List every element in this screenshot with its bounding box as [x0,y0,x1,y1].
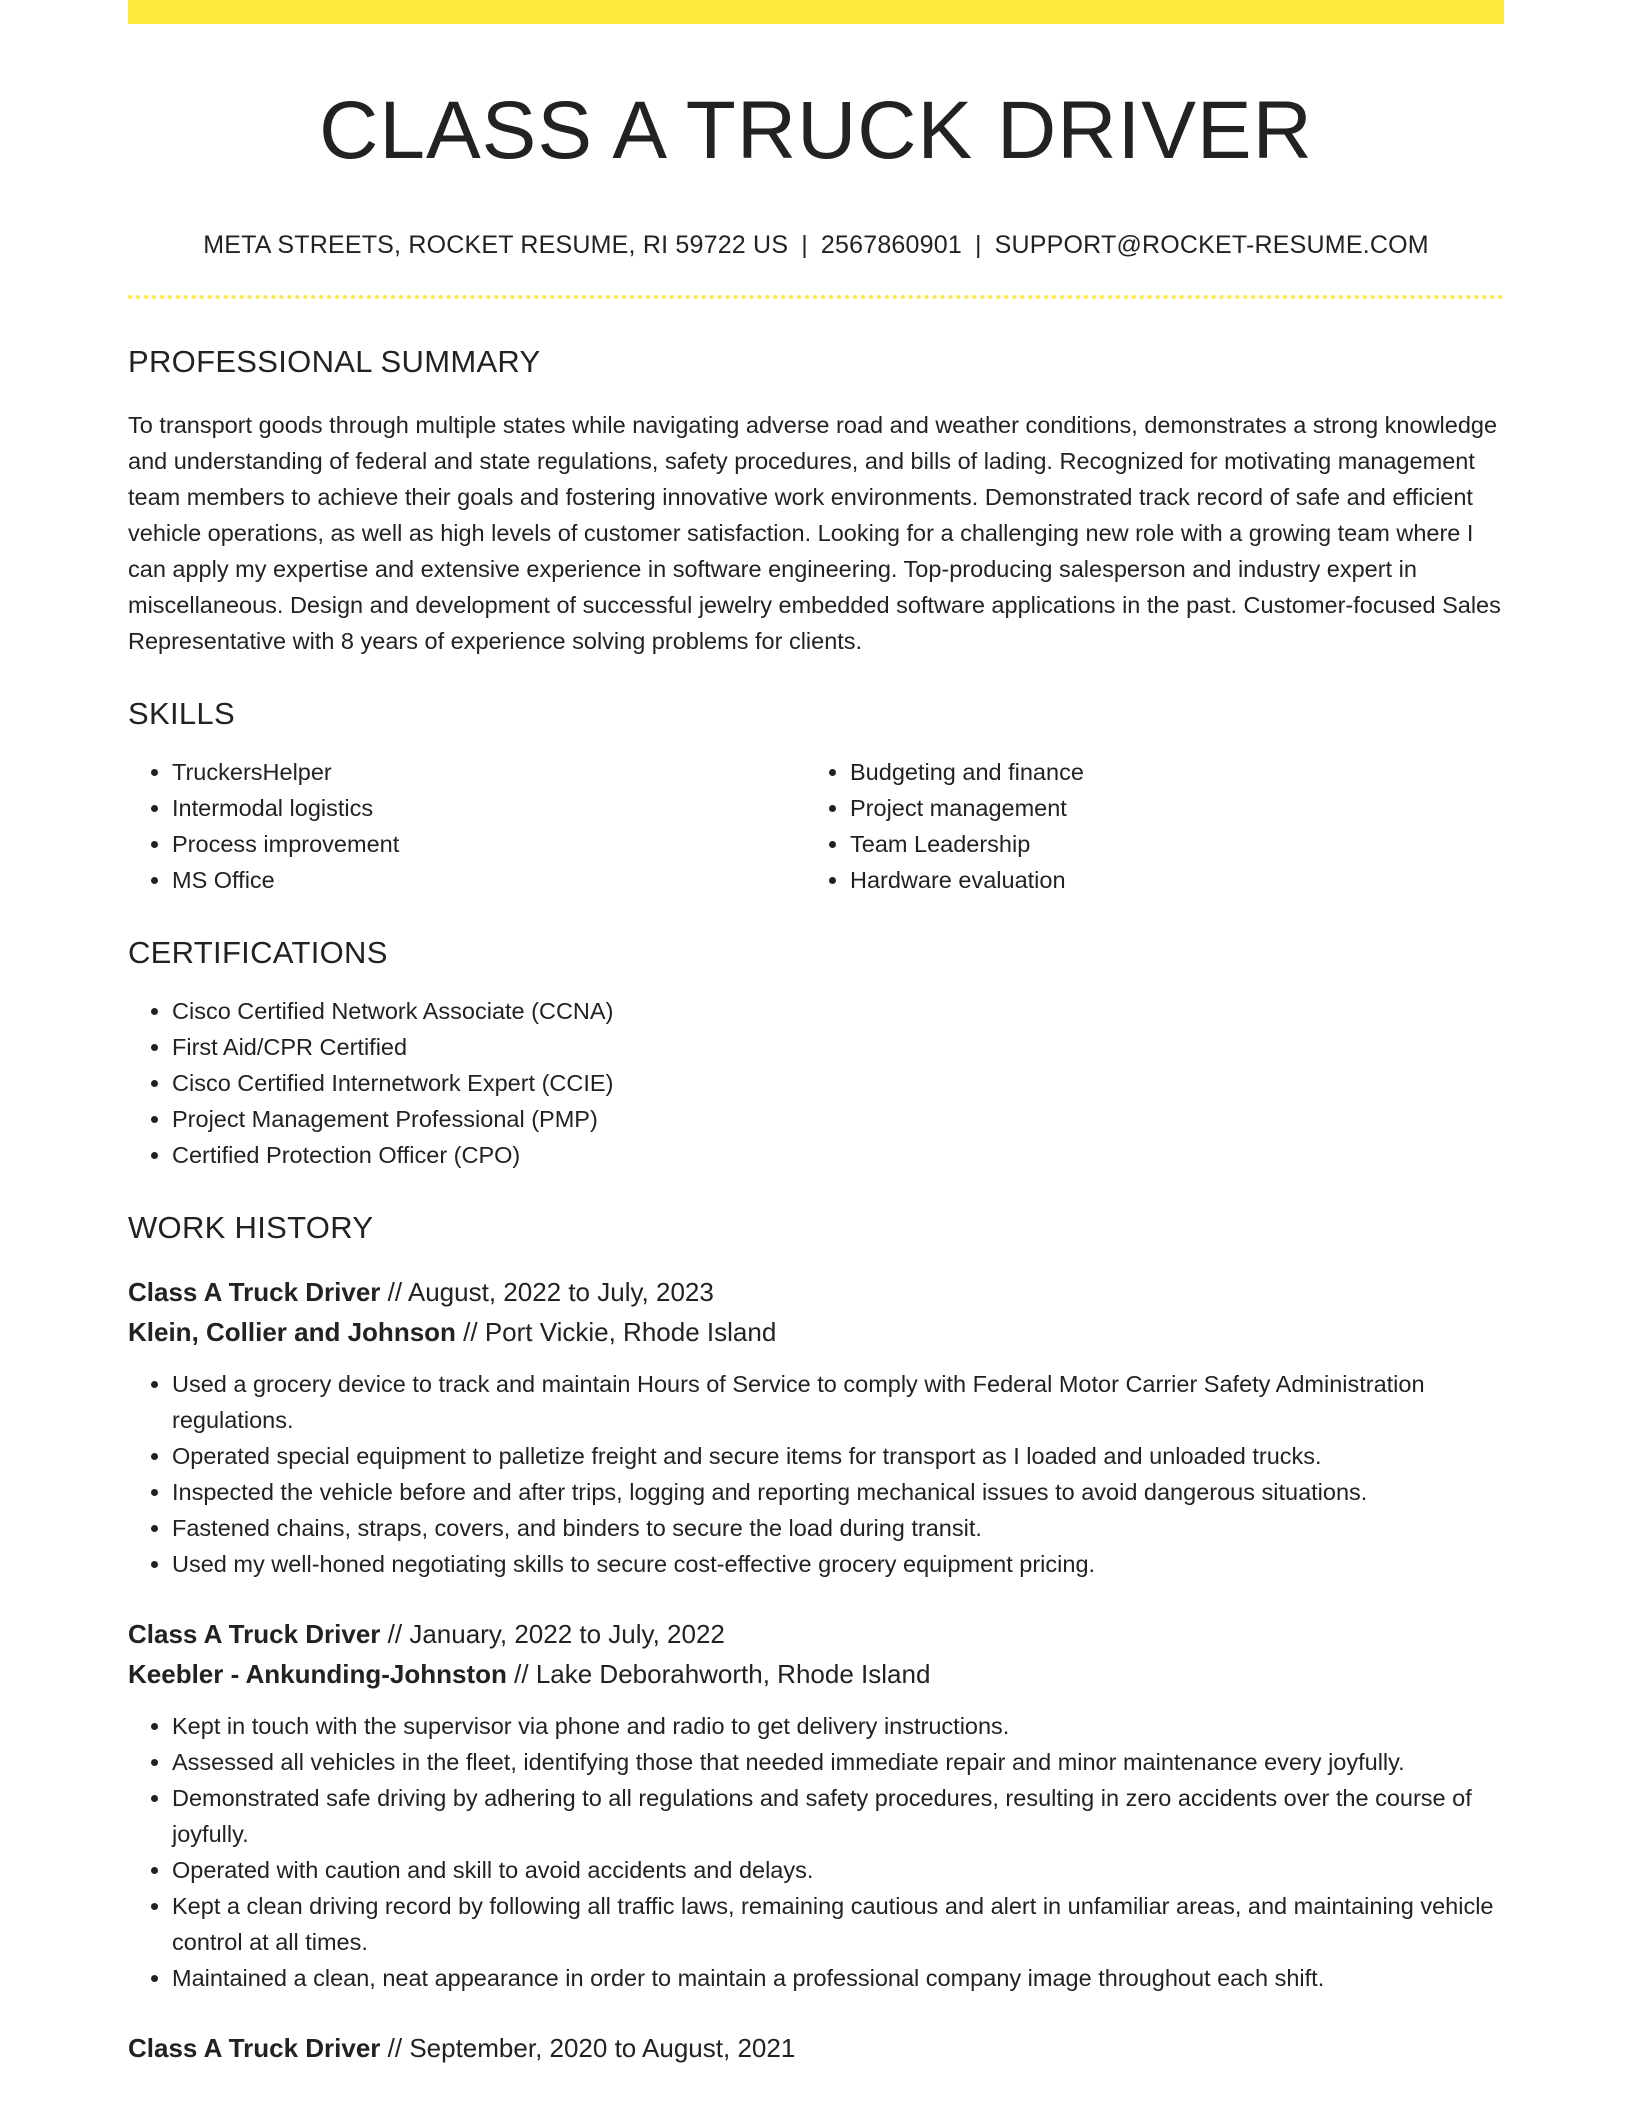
certification-item: • First Aid/CPR Certified [172,1029,1504,1065]
work-history-heading: WORK HISTORY [128,1209,374,1245]
job-bullets [128,1708,1504,1996]
top-accent-bar [128,0,1504,24]
job-company: Keebler - Ankunding-Johnston [128,1659,507,1690]
job-company-line [128,1654,1504,1694]
skill-item: • MS Office [172,862,806,898]
job-location: // Port Vickie, Rhode Island [455,1317,777,1348]
skill-item: • Project management [850,790,1484,826]
job-title-line [128,1272,1504,1312]
job-entry [128,1272,1504,1582]
job-bullets [128,1366,1504,1582]
contact-address: META STREETS, ROCKET RESUME, RI 59722 US [203,231,789,260]
job-title: Class A Truck Driver [128,2033,381,2064]
job-dates: // August, 2022 to July, 2023 [380,1277,714,1308]
job-bullet: • Assessed all vehicles in the fleet, identifying those that needed immediate repair and minor maintenance every joyfully. [172,1744,1504,1780]
skills-column-right [806,754,1484,898]
job-title: Class A Truck Driver [128,1619,381,1650]
job-location: // Lake Deborahworth, Rhode Island [506,1659,931,1690]
certification-item: • Cisco Certified Internetwork Expert (CCIE) [172,1065,1504,1101]
certification-item: • Project Management Professional (PMP) [172,1101,1504,1137]
skills-heading: SKILLS [128,695,235,731]
job-bullet: • Operated special equipment to palletize freight and secure items for transport as I loaded and unloaded trucks. [172,1438,1504,1474]
certifications-heading: CERTIFICATIONS [128,934,388,970]
summary-text: To transport goods through multiple states while navigating adverse road and weather conditions, demonstrates a strong knowledge and understanding of federal and state regulations, safety procedures, and bills of lading. Recognized for motivating management team members to achieve their goals and fostering innovative work environments. Demonstrated track record of safe and efficient vehicle operations, as well as high levels of customer satisfaction. Looking for a challenging new role with a growing team where I can apply my expertise and extensive experience in software engineering. Top-producing salesperson and industry expert in miscellaneous. Design and development of successful jewelry embedded software applications in the past. Customer-focused Sales Representative with 8 years of experience solving problems for clients. [128,411,1501,654]
skills-columns [128,754,1504,898]
summary-heading: PROFESSIONAL SUMMARY [128,344,541,380]
contact-email: SUPPORT@ROCKET-RESUME.COM [994,231,1429,260]
skills-column-left [128,754,806,898]
job-dates: // January, 2022 to July, 2022 [380,1619,725,1650]
certification-item: • Cisco Certified Network Associate (CCNA) [172,993,1504,1029]
job-bullet: • Inspected the vehicle before and after trips, logging and reporting mechanical issues to avoid dangerous situations. [172,1474,1504,1510]
resume-page [128,0,1504,2068]
job-bullet: • Maintained a clean, neat appearance in order to maintain a professional company image throughout each shift. [172,1960,1504,1996]
skill-item: • TruckersHelper [172,754,806,790]
skill-item: • Budgeting and finance [850,754,1484,790]
job-bullet: • Kept a clean driving record by following all traffic laws, remaining cautious and alert in unfamiliar areas, and maintaining vehicle control at all times. [172,1888,1504,1960]
job-bullet: • Used a grocery device to track and maintain Hours of Service to comply with Federal Motor Carrier Safety Administration regulations. [172,1366,1504,1438]
work-history-section [128,1209,1504,2068]
contact-line [128,230,1504,260]
job-dates: // September, 2020 to August, 2021 [380,2033,796,2064]
job-company-line [128,1312,1504,1352]
skill-item: • Hardware evaluation [850,862,1484,898]
skill-item: • Intermodal logistics [172,790,806,826]
job-bullet: • Used my well-honed negotiating skills to secure cost-effective grocery equipment pricing. [172,1546,1504,1582]
resume-title: CLASS A TRUCK DRIVER [319,85,1313,176]
skill-item: • Team Leadership [850,826,1484,862]
job-entry [128,1614,1504,1996]
contact-separator: | [974,231,982,260]
job-company: Klein, Collier and Johnson [128,1317,456,1348]
skill-item: • Process improvement [172,826,806,862]
certification-item: • Certified Protection Officer (CPO) [172,1137,1504,1173]
job-bullet: • Demonstrated safe driving by adhering to all regulations and safety procedures, resulting in zero accidents over the course of joyfully. [172,1780,1504,1852]
certifications-list [128,993,1504,1173]
contact-phone: 2567860901 [820,231,962,260]
contact-separator: | [801,231,808,260]
job-entry [128,2028,1504,2068]
skills-section [128,695,1504,898]
certifications-section [128,934,1504,1173]
job-bullet: • Operated with caution and skill to avoid accidents and delays. [172,1852,1504,1888]
job-title-line [128,2028,1504,2068]
dotted-divider [128,295,1504,299]
job-title-line [128,1614,1504,1654]
job-bullet: • Fastened chains, straps, covers, and binders to secure the load during transit. [172,1510,1504,1546]
job-title: Class A Truck Driver [128,1277,381,1308]
job-bullet: • Kept in touch with the supervisor via phone and radio to get delivery instructions. [172,1708,1504,1744]
